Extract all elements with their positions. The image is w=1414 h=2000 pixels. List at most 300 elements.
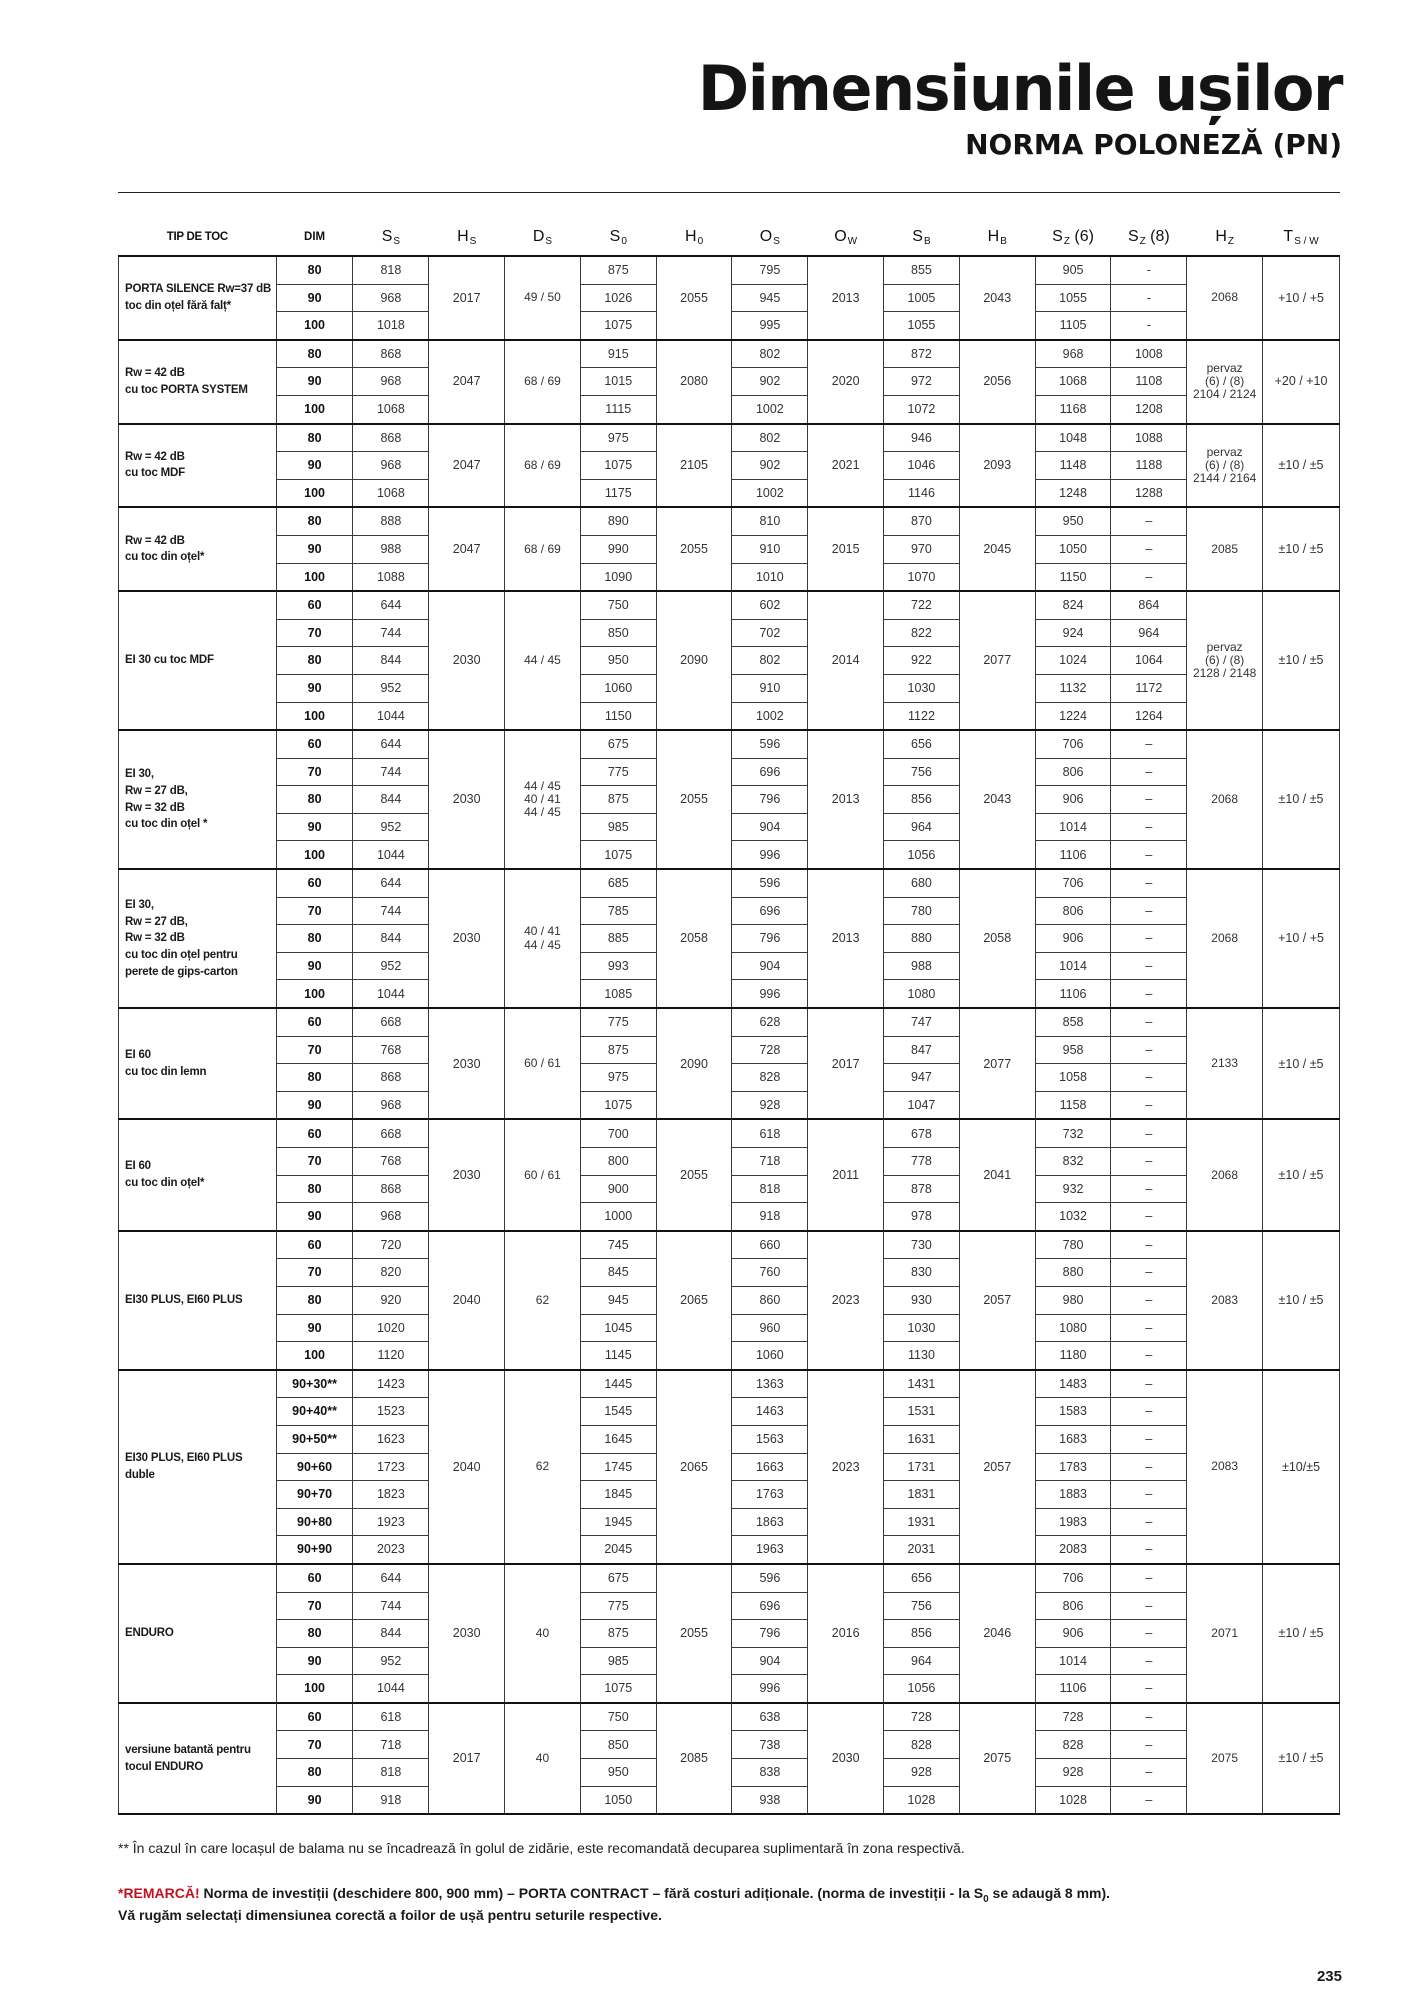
sz8-cell: – [1111, 1425, 1187, 1453]
ds-cell: 62 [505, 1370, 581, 1564]
table-row [119, 591, 1340, 619]
s0-cell: 775 [580, 1592, 656, 1620]
sz8-cell: – [1111, 1759, 1187, 1787]
sz8-cell: 1088 [1111, 424, 1187, 452]
os-cell: 660 [732, 1231, 808, 1259]
hb-cell: 2058 [959, 869, 1035, 1008]
tsw-cell: +10 / +5 [1263, 869, 1340, 1008]
table-row [119, 1008, 1340, 1036]
dim-cell: 90 [276, 1091, 353, 1119]
header-cell [1035, 219, 1111, 256]
sz6-cell: 1983 [1035, 1508, 1111, 1536]
sb-cell: 1122 [884, 702, 960, 730]
dim-cell: 70 [276, 897, 353, 925]
sz6-cell: 806 [1035, 1592, 1111, 1620]
hs-cell: 2030 [429, 869, 505, 1008]
sz8-cell: – [1111, 952, 1187, 980]
ss-cell: 844 [353, 1620, 429, 1648]
os-cell: 818 [732, 1175, 808, 1203]
ss-cell: 1523 [353, 1398, 429, 1426]
dim-cell: 90+90 [276, 1536, 353, 1564]
sz8-cell: – [1111, 1647, 1187, 1675]
header-symbol: S [912, 227, 923, 245]
os-cell: 902 [732, 452, 808, 480]
dim-cell: 100 [276, 563, 353, 591]
ow-cell: 2023 [808, 1231, 884, 1370]
sb-cell: 928 [884, 1759, 960, 1787]
header-cell [505, 219, 581, 256]
hs-cell: 2030 [429, 1564, 505, 1703]
sz8-cell: – [1111, 869, 1187, 897]
sz8-cell: – [1111, 1453, 1187, 1481]
os-cell: 628 [732, 1008, 808, 1036]
sz8-cell: – [1111, 1231, 1187, 1259]
header-subscript: S [773, 235, 780, 247]
dim-cell: 90 [276, 813, 353, 841]
sb-cell: 1070 [884, 563, 960, 591]
sb-cell: 1831 [884, 1481, 960, 1509]
sb-cell: 922 [884, 647, 960, 675]
sz8-cell: 1188 [1111, 452, 1187, 480]
frame-type-label: Rw = 42 dB cu toc MDF [119, 424, 277, 508]
header-subscript: W [847, 235, 858, 247]
ss-cell: 820 [353, 1259, 429, 1287]
os-cell: 996 [732, 1675, 808, 1703]
table-row [119, 1703, 1340, 1731]
ds-cell: 40 / 41 44 / 45 [505, 869, 581, 1008]
os-cell: 995 [732, 312, 808, 340]
hb-cell: 2077 [959, 591, 1035, 730]
sb-cell: 1055 [884, 312, 960, 340]
dim-cell: 90+60 [276, 1453, 353, 1481]
ss-cell: 868 [353, 1064, 429, 1092]
dim-cell: 80 [276, 647, 353, 675]
s0-cell: 950 [580, 1759, 656, 1787]
os-cell: 960 [732, 1314, 808, 1342]
sz6-cell: 1148 [1035, 452, 1111, 480]
ss-cell: 1723 [353, 1453, 429, 1481]
ss-cell: 888 [353, 507, 429, 535]
s0-cell: 975 [580, 1064, 656, 1092]
header-divider [118, 192, 1340, 193]
sb-cell: 946 [884, 424, 960, 452]
h0-cell: 2065 [656, 1231, 732, 1370]
dim-cell: 100 [276, 1675, 353, 1703]
sz6-cell: 1058 [1035, 1064, 1111, 1092]
s0-cell: 1845 [580, 1481, 656, 1509]
os-cell: 1763 [732, 1481, 808, 1509]
sb-cell: 1931 [884, 1508, 960, 1536]
ss-cell: 644 [353, 869, 429, 897]
ss-cell: 1068 [353, 479, 429, 507]
frame-type-label: EI 60 cu toc din lemn [119, 1008, 277, 1119]
sz8-cell: – [1111, 1148, 1187, 1176]
hz-cell: 2068 [1187, 869, 1263, 1008]
ss-cell: 1020 [353, 1314, 429, 1342]
sz6-cell: 1158 [1035, 1091, 1111, 1119]
h0-cell: 2058 [656, 869, 732, 1008]
sz6-cell: 728 [1035, 1703, 1111, 1731]
sz6-cell: 1168 [1035, 395, 1111, 423]
sz6-cell: 906 [1035, 1620, 1111, 1648]
dim-cell: 90+30** [276, 1370, 353, 1398]
sz6-cell: 932 [1035, 1175, 1111, 1203]
s0-cell: 1090 [580, 563, 656, 591]
ss-cell: 720 [353, 1231, 429, 1259]
hz-cell: pervaz (6) / (8) 2128 / 2148 [1187, 591, 1263, 730]
sz8-cell: – [1111, 841, 1187, 869]
os-cell: 860 [732, 1286, 808, 1314]
sz6-cell: 980 [1035, 1286, 1111, 1314]
frame-type-label: Rw = 42 dB cu toc PORTA SYSTEM [119, 340, 277, 424]
sz6-cell: 1783 [1035, 1453, 1111, 1481]
sb-cell: 830 [884, 1259, 960, 1287]
sz6-cell: 806 [1035, 758, 1111, 786]
hb-cell: 2057 [959, 1370, 1035, 1564]
ow-cell: 2030 [808, 1703, 884, 1814]
s0-cell: 675 [580, 1564, 656, 1592]
header-subscript: S / W [1294, 235, 1319, 247]
os-cell: 838 [732, 1759, 808, 1787]
os-cell: 1363 [732, 1370, 808, 1398]
s0-cell: 845 [580, 1259, 656, 1287]
h0-cell: 2055 [656, 1119, 732, 1230]
os-cell: 728 [732, 1036, 808, 1064]
h0-cell: 2090 [656, 1008, 732, 1119]
remarca-line2: Vă rugăm selectați dimensiunea corectă a foilor de ușă pentru seturile respective. [118, 1906, 662, 1923]
hb-cell: 2043 [959, 730, 1035, 869]
ss-cell: 2023 [353, 1536, 429, 1564]
sz6-cell: 1105 [1035, 312, 1111, 340]
ss-cell: 768 [353, 1148, 429, 1176]
ss-cell: 918 [353, 1786, 429, 1814]
tsw-cell: ±10 / ±5 [1263, 1119, 1340, 1230]
ds-cell: 68 / 69 [505, 340, 581, 424]
ow-cell: 2013 [808, 869, 884, 1008]
s0-cell: 745 [580, 1231, 656, 1259]
header-symbol: S [1127, 227, 1139, 245]
sz6-cell: 950 [1035, 507, 1111, 535]
ss-cell: 1044 [353, 702, 429, 730]
ow-cell: 2016 [808, 1564, 884, 1703]
sz8-cell: – [1111, 897, 1187, 925]
sb-cell: 1080 [884, 980, 960, 1008]
sz6-cell: 880 [1035, 1259, 1111, 1287]
sb-cell: 1046 [884, 452, 960, 480]
tsw-cell: +20 / +10 [1263, 340, 1340, 424]
sb-cell: 856 [884, 786, 960, 814]
header-cell [732, 219, 808, 256]
sz8-cell: – [1111, 1508, 1187, 1536]
ds-cell: 40 [505, 1703, 581, 1814]
os-cell: 1060 [732, 1342, 808, 1370]
ss-cell: 968 [353, 284, 429, 312]
os-cell: 596 [732, 869, 808, 897]
s0-cell: 890 [580, 507, 656, 535]
sz6-cell: 780 [1035, 1231, 1111, 1259]
h0-cell: 2055 [656, 730, 732, 869]
sz6-cell: 828 [1035, 1731, 1111, 1759]
frame-type-label: EI 30, Rw = 27 dB, Rw = 32 dB cu toc din oțel pentru perete de gips-carton [119, 869, 277, 1008]
sb-cell: 1056 [884, 1675, 960, 1703]
sb-cell: 855 [884, 256, 960, 284]
hb-cell: 2075 [959, 1703, 1035, 1814]
header-subscript: Z [1227, 235, 1234, 247]
tsw-cell: ±10 / ±5 [1263, 591, 1340, 730]
dim-cell: 90+40** [276, 1398, 353, 1426]
sz8-cell: 1208 [1111, 395, 1187, 423]
header-symbol: TIP DE TOC [166, 231, 228, 243]
tsw-cell: ±10 / ±5 [1263, 507, 1340, 591]
header-cell [1263, 219, 1340, 256]
os-cell: 796 [732, 925, 808, 953]
remarca-text-a: Norma de investiții (deschidere 800, 900 mm) – PORTA CONTRACT – fără costuri adiționale. (norma de investiții - la S [199, 1885, 984, 1901]
ss-cell: 968 [353, 1203, 429, 1231]
header-symbol: T [1283, 227, 1294, 245]
sb-cell: 988 [884, 952, 960, 980]
os-cell: 702 [732, 619, 808, 647]
s0-cell: 1015 [580, 368, 656, 396]
hb-cell: 2077 [959, 1008, 1035, 1119]
sb-cell: 1146 [884, 479, 960, 507]
sz6-cell: 1028 [1035, 1786, 1111, 1814]
sz6-cell: 906 [1035, 925, 1111, 953]
hs-cell: 2017 [429, 1703, 505, 1814]
dim-cell: 90+80 [276, 1508, 353, 1536]
dim-cell: 70 [276, 1036, 353, 1064]
page-number: 235 [1316, 1968, 1342, 1985]
table-row [119, 1231, 1340, 1259]
sz8-cell: – [1111, 1259, 1187, 1287]
h0-cell: 2085 [656, 1703, 732, 1814]
hz-cell: 2133 [1187, 1008, 1263, 1119]
sz6-cell: 906 [1035, 786, 1111, 814]
hs-cell: 2030 [429, 730, 505, 869]
frame-type-label: ENDURO [119, 1564, 277, 1703]
s0-cell: 1115 [580, 395, 656, 423]
dim-cell: 90 [276, 535, 353, 563]
sz6-cell: 958 [1035, 1036, 1111, 1064]
os-cell: 902 [732, 368, 808, 396]
remarca-text-b: se adaugă 8 mm). [988, 1885, 1111, 1901]
frame-type-label: Rw = 42 dB cu toc din oțel* [119, 507, 277, 591]
sb-cell: 856 [884, 1620, 960, 1648]
s0-cell: 1045 [580, 1314, 656, 1342]
sb-cell: 872 [884, 340, 960, 368]
tsw-cell: ±10 / ±5 [1263, 1008, 1340, 1119]
frame-type-group [119, 1564, 1340, 1703]
remarca-label: *REMARCĂ! [118, 1885, 200, 1901]
os-cell: 910 [732, 535, 808, 563]
os-cell: 718 [732, 1148, 808, 1176]
sz8-cell: 1288 [1111, 479, 1187, 507]
table-row [119, 256, 1340, 284]
ow-cell: 2013 [808, 256, 884, 340]
header-cell [1187, 219, 1263, 256]
ds-cell: 68 / 69 [505, 507, 581, 591]
hb-cell: 2093 [959, 424, 1035, 508]
dim-cell: 70 [276, 1592, 353, 1620]
os-cell: 904 [732, 813, 808, 841]
s0-cell: 875 [580, 1620, 656, 1648]
sz8-cell: – [1111, 1786, 1187, 1814]
ow-cell: 2015 [808, 507, 884, 591]
ss-cell: 968 [353, 1091, 429, 1119]
remarca-subscript: 0 [983, 1893, 989, 1905]
os-cell: 1563 [732, 1425, 808, 1453]
s0-cell: 2045 [580, 1536, 656, 1564]
dim-cell: 80 [276, 925, 353, 953]
dim-cell: 100 [276, 312, 353, 340]
sb-cell: 1731 [884, 1453, 960, 1481]
sb-cell: 1047 [884, 1091, 960, 1119]
sz6-cell: 1683 [1035, 1425, 1111, 1453]
tsw-cell: ±10 / ±5 [1263, 1703, 1340, 1814]
table-row [119, 1564, 1340, 1592]
hs-cell: 2047 [429, 424, 505, 508]
sz6-cell: 1048 [1035, 424, 1111, 452]
os-cell: 918 [732, 1203, 808, 1231]
sb-cell: 964 [884, 813, 960, 841]
dim-cell: 100 [276, 980, 353, 1008]
s0-cell: 775 [580, 1008, 656, 1036]
os-cell: 1463 [732, 1398, 808, 1426]
ss-cell: 744 [353, 1592, 429, 1620]
header-cell [119, 219, 277, 256]
ds-cell: 44 / 45 [505, 591, 581, 730]
ow-cell: 2023 [808, 1370, 884, 1564]
sz8-cell: – [1111, 980, 1187, 1008]
ss-cell: 744 [353, 758, 429, 786]
sz6-cell: 732 [1035, 1119, 1111, 1147]
footnote-balama: ** În cazul în care locașul de balama nu se încadrează în golul de zidărie, este recomandată decuparea suplimentară în zona respectivă. [118, 1840, 965, 1856]
sz6-cell: 1248 [1035, 479, 1111, 507]
os-cell: 1963 [732, 1536, 808, 1564]
ds-cell: 68 / 69 [505, 424, 581, 508]
sz8-cell: – [1111, 1064, 1187, 1092]
s0-cell: 1060 [580, 674, 656, 702]
hs-cell: 2047 [429, 340, 505, 424]
table-row [119, 424, 1340, 452]
frame-type-group [119, 1703, 1340, 1814]
header-subscript: B [923, 235, 931, 247]
dim-cell: 90+50** [276, 1425, 353, 1453]
sz8-cell: - [1111, 284, 1187, 312]
ds-cell: 60 / 61 [505, 1008, 581, 1119]
s0-cell: 1645 [580, 1425, 656, 1453]
sz8-cell: 1108 [1111, 368, 1187, 396]
ss-cell: 768 [353, 1036, 429, 1064]
sb-cell: 1028 [884, 1786, 960, 1814]
sz6-cell: 832 [1035, 1148, 1111, 1176]
sz6-cell: 1024 [1035, 647, 1111, 675]
sz6-cell: 968 [1035, 340, 1111, 368]
os-cell: 910 [732, 674, 808, 702]
s0-cell: 985 [580, 813, 656, 841]
header-cell [808, 219, 884, 256]
header-suffix: (6) [1069, 227, 1094, 245]
hz-cell: pervaz (6) / (8) 2104 / 2124 [1187, 340, 1263, 424]
sb-cell: 1531 [884, 1398, 960, 1426]
frame-type-group [119, 1119, 1340, 1230]
sz8-cell: – [1111, 1703, 1187, 1731]
sz6-cell: 924 [1035, 619, 1111, 647]
sz8-cell: – [1111, 1008, 1187, 1036]
os-cell: 938 [732, 1786, 808, 1814]
dim-cell: 60 [276, 730, 353, 758]
hs-cell: 2047 [429, 507, 505, 591]
s0-cell: 685 [580, 869, 656, 897]
dim-cell: 80 [276, 1064, 353, 1092]
sz8-cell: - [1111, 312, 1187, 340]
dim-cell: 70 [276, 1259, 353, 1287]
ss-cell: 968 [353, 452, 429, 480]
sb-cell: 847 [884, 1036, 960, 1064]
header-suffix: (8) [1145, 227, 1170, 245]
s0-cell: 1175 [580, 479, 656, 507]
s0-cell: 975 [580, 424, 656, 452]
os-cell: 996 [732, 980, 808, 1008]
dim-cell: 100 [276, 1342, 353, 1370]
s0-cell: 785 [580, 897, 656, 925]
hb-cell: 2041 [959, 1119, 1035, 1230]
ss-cell: 844 [353, 786, 429, 814]
sz6-cell: 928 [1035, 1759, 1111, 1787]
header-cell [1111, 219, 1187, 256]
ss-cell: 1044 [353, 980, 429, 1008]
h0-cell: 2055 [656, 507, 732, 591]
s0-cell: 850 [580, 1731, 656, 1759]
sz6-cell: 806 [1035, 897, 1111, 925]
dim-cell: 70 [276, 1148, 353, 1176]
sz8-cell: – [1111, 1620, 1187, 1648]
h0-cell: 2055 [656, 1564, 732, 1703]
ow-cell: 2013 [808, 730, 884, 869]
os-cell: 904 [732, 1647, 808, 1675]
ss-cell: 1423 [353, 1370, 429, 1398]
dim-cell: 90+70 [276, 1481, 353, 1509]
ss-cell: 1823 [353, 1481, 429, 1509]
os-cell: 1863 [732, 1508, 808, 1536]
frame-type-group [119, 1008, 1340, 1119]
h0-cell: 2090 [656, 591, 732, 730]
sb-cell: 678 [884, 1119, 960, 1147]
s0-cell: 1050 [580, 1786, 656, 1814]
sb-cell: 970 [884, 535, 960, 563]
ow-cell: 2017 [808, 1008, 884, 1119]
s0-cell: 1075 [580, 1091, 656, 1119]
os-cell: 810 [732, 507, 808, 535]
sz8-cell: – [1111, 1564, 1187, 1592]
header-symbol: S [609, 227, 621, 245]
sz6-cell: 1050 [1035, 535, 1111, 563]
dim-cell: 80 [276, 1175, 353, 1203]
sb-cell: 870 [884, 507, 960, 535]
sz8-cell: – [1111, 925, 1187, 953]
ss-cell: 868 [353, 424, 429, 452]
sb-cell: 656 [884, 730, 960, 758]
ss-cell: 952 [353, 674, 429, 702]
header-cell [959, 219, 1035, 256]
header-symbol: O [759, 227, 773, 245]
sz6-cell: 1180 [1035, 1342, 1111, 1370]
os-cell: 602 [732, 591, 808, 619]
s0-cell: 1075 [580, 1675, 656, 1703]
sb-cell: 978 [884, 1203, 960, 1231]
os-cell: 1002 [732, 702, 808, 730]
sz8-cell: 1064 [1111, 647, 1187, 675]
s0-cell: 1745 [580, 1453, 656, 1481]
